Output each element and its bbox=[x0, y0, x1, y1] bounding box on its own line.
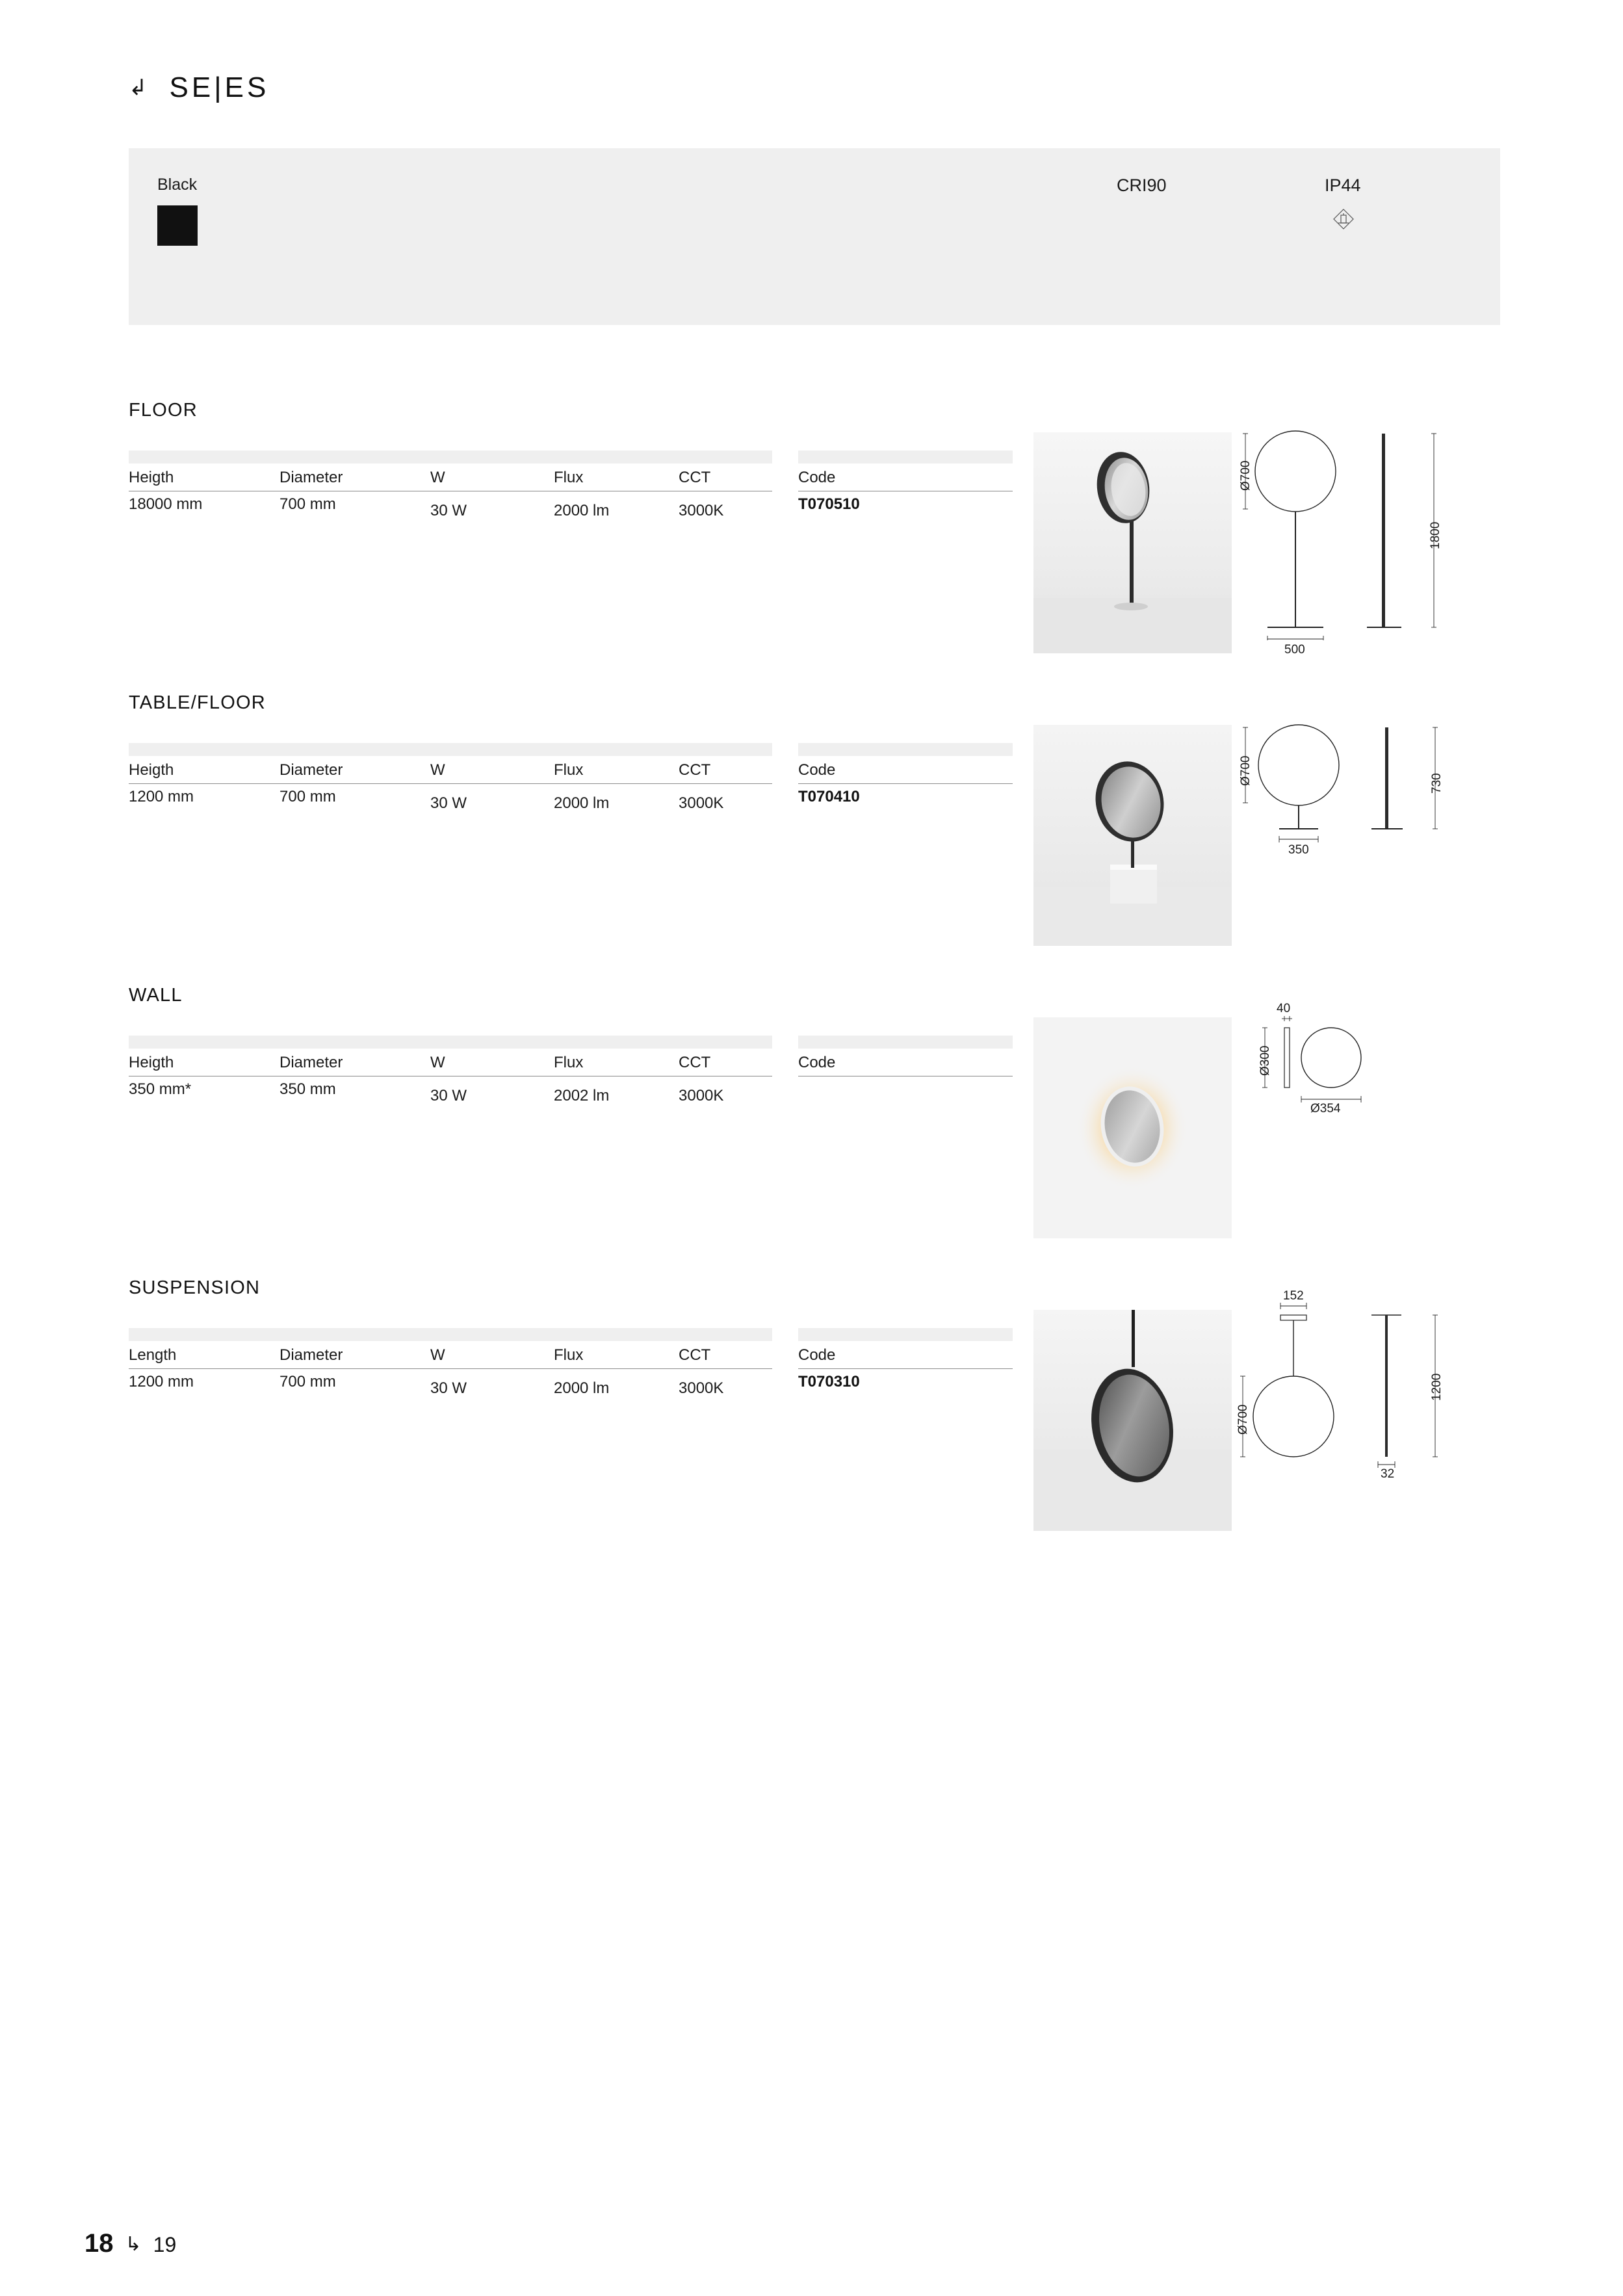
col-header-cct: CCT bbox=[679, 1346, 711, 1364]
col-header-flux: Flux bbox=[554, 469, 584, 486]
col-header-flux: Flux bbox=[554, 761, 584, 779]
dim-height: 730 bbox=[1430, 773, 1444, 794]
code-value[interactable]: T070310 bbox=[798, 1373, 860, 1390]
dim-canopy: 152 bbox=[1283, 1289, 1304, 1303]
ip-label: IP44 bbox=[1325, 176, 1361, 195]
value-w: 30 W bbox=[430, 1379, 467, 1397]
page-footer bbox=[84, 2229, 176, 2258]
value-cct: 3000K bbox=[679, 502, 724, 519]
value-cct: 3000K bbox=[679, 794, 724, 812]
code-value[interactable]: T070510 bbox=[798, 495, 860, 513]
table-header-row bbox=[129, 1341, 772, 1369]
value-diameter: 700 mm bbox=[279, 495, 336, 513]
dim-depth: 40 bbox=[1277, 1002, 1291, 1015]
code-table bbox=[798, 1328, 1013, 1391]
section-wall bbox=[129, 985, 1500, 1115]
floor-lamp-drawing bbox=[1227, 426, 1481, 657]
section-title: WALL bbox=[129, 985, 183, 1006]
code-header: Code bbox=[798, 1049, 1013, 1076]
value-flux: 2000 lm bbox=[554, 502, 610, 519]
value-cct: 3000K bbox=[679, 1087, 724, 1104]
section-floor bbox=[129, 400, 1500, 657]
code-table bbox=[798, 450, 1013, 514]
section-table-floor bbox=[129, 692, 1500, 857]
code-table bbox=[798, 1036, 1013, 1080]
col-header-diameter: Diameter bbox=[279, 761, 343, 779]
col-header-heigth: Heigth bbox=[129, 1054, 174, 1071]
value-diameter: 700 mm bbox=[279, 1373, 336, 1390]
table-grey-bar bbox=[129, 1328, 772, 1341]
value-heigth: 350 mm* bbox=[129, 1080, 192, 1098]
code-header: Code bbox=[798, 1341, 1013, 1369]
page-number-left: 18 bbox=[84, 2229, 114, 2258]
spec-table bbox=[129, 450, 772, 519]
col-header-cct: CCT bbox=[679, 761, 711, 779]
table-row bbox=[129, 784, 772, 812]
col-header-heigth: Heigth bbox=[129, 761, 174, 779]
value-diameter: 350 mm bbox=[279, 1080, 336, 1098]
table-header-row bbox=[129, 756, 772, 784]
suspension-lamp-drawing bbox=[1227, 1290, 1481, 1485]
dim-base: 500 bbox=[1284, 643, 1305, 657]
table-header-row bbox=[129, 1049, 772, 1076]
spec-table bbox=[129, 743, 772, 812]
code-table bbox=[798, 743, 1013, 806]
table-row bbox=[129, 491, 772, 519]
page-number-right: 19 bbox=[153, 2233, 177, 2256]
page-title: SE|ES bbox=[169, 72, 270, 103]
table-grey-bar bbox=[129, 743, 772, 756]
dim-base: 350 bbox=[1288, 843, 1309, 857]
dim-diameter: Ø700 bbox=[1239, 460, 1253, 491]
spec-table bbox=[129, 1036, 772, 1104]
value-heigth: 1200 mm bbox=[129, 788, 194, 805]
col-header-w: W bbox=[430, 1346, 445, 1364]
dim-height: 1200 bbox=[1430, 1373, 1444, 1401]
value-flux: 2002 lm bbox=[554, 1087, 610, 1104]
value-diameter: 700 mm bbox=[279, 788, 336, 805]
value-w: 30 W bbox=[430, 794, 467, 812]
code-grey-bar bbox=[798, 1328, 1013, 1341]
value-w: 30 W bbox=[430, 502, 467, 519]
section-title: TABLE/FLOOR bbox=[129, 692, 266, 713]
code-value[interactable]: T070410 bbox=[798, 788, 860, 805]
section-title: FLOOR bbox=[129, 400, 198, 421]
table-floor-lamp-drawing bbox=[1227, 718, 1481, 887]
table-floor-lamp-photo[interactable] bbox=[1033, 725, 1232, 946]
cri-label: CRI90 bbox=[1117, 176, 1167, 195]
product-info-band bbox=[129, 148, 1500, 325]
page-header bbox=[129, 72, 269, 104]
forward-arrow-icon[interactable]: ↳ bbox=[125, 2234, 142, 2255]
dim-diameter: Ø300 bbox=[1258, 1045, 1272, 1076]
col-header-flux: Flux bbox=[554, 1054, 584, 1071]
col-header-w: W bbox=[430, 469, 445, 486]
wall-lamp-photo[interactable] bbox=[1033, 1017, 1232, 1238]
section-suspension bbox=[129, 1277, 1500, 1481]
table-grey-bar bbox=[129, 1036, 772, 1049]
suspension-lamp-photo[interactable] bbox=[1033, 1310, 1232, 1531]
value-flux: 2000 lm bbox=[554, 794, 610, 812]
wall-lamp-drawing bbox=[1227, 1004, 1481, 1147]
dim-rod: 32 bbox=[1381, 1467, 1395, 1481]
code-grey-bar bbox=[798, 1036, 1013, 1049]
col-header-cct: CCT bbox=[679, 1054, 711, 1071]
value-heigth: 18000 mm bbox=[129, 495, 203, 513]
col-header-flux: Flux bbox=[554, 1346, 584, 1364]
spec-table bbox=[129, 1328, 772, 1397]
table-row bbox=[129, 1369, 772, 1397]
code-value[interactable] bbox=[798, 1076, 1013, 1080]
value-length: 1200 mm bbox=[129, 1373, 194, 1390]
value-cct: 3000K bbox=[679, 1379, 724, 1397]
col-header-diameter: Diameter bbox=[279, 469, 343, 486]
code-grey-bar bbox=[798, 450, 1013, 463]
dim-diameter: Ø700 bbox=[1239, 755, 1253, 786]
value-flux: 2000 lm bbox=[554, 1379, 610, 1397]
floor-lamp-photo[interactable] bbox=[1033, 432, 1232, 653]
col-header-heigth: Heigth bbox=[129, 469, 174, 486]
dim-outer: Ø354 bbox=[1310, 1102, 1341, 1115]
col-header-w: W bbox=[430, 1054, 445, 1071]
col-header-w: W bbox=[430, 761, 445, 779]
table-grey-bar bbox=[129, 450, 772, 463]
code-grey-bar bbox=[798, 743, 1013, 756]
color-label: Black bbox=[157, 176, 198, 194]
col-header-diameter: Diameter bbox=[279, 1346, 343, 1364]
col-header-length: Length bbox=[129, 1346, 177, 1364]
value-w: 30 W bbox=[430, 1087, 467, 1104]
ip-protection-icon bbox=[1330, 205, 1357, 233]
col-header-cct: CCT bbox=[679, 469, 711, 486]
col-header-diameter: Diameter bbox=[279, 1054, 343, 1071]
code-header: Code bbox=[798, 463, 1013, 491]
dim-height: 1800 bbox=[1429, 521, 1442, 549]
table-header-row bbox=[129, 463, 772, 491]
color-swatch-black[interactable] bbox=[157, 205, 198, 246]
table-row bbox=[129, 1076, 772, 1104]
back-arrow-icon[interactable]: ↳ bbox=[129, 75, 148, 100]
dim-diameter: Ø700 bbox=[1236, 1404, 1250, 1435]
code-header: Code bbox=[798, 756, 1013, 784]
section-title: SUSPENSION bbox=[129, 1277, 261, 1298]
